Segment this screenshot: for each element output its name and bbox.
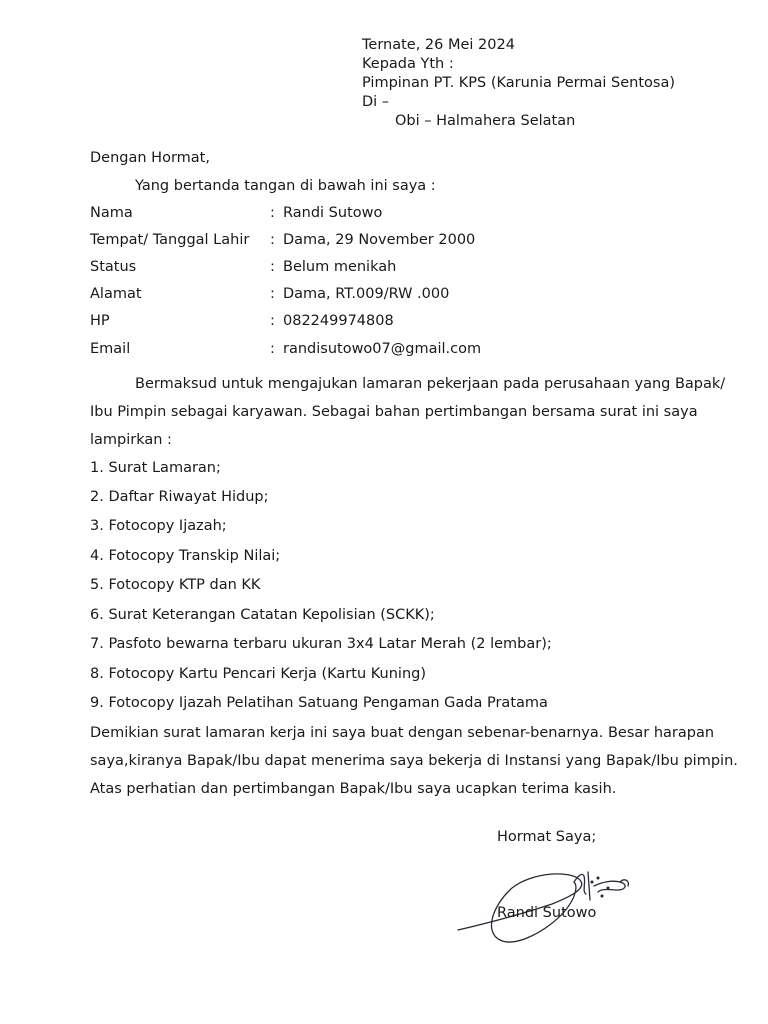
list-item: 9. Fotocopy Ijazah Pelatihan Satuang Pengaman Gada Pratama xyxy=(90,695,548,711)
field-colon: : xyxy=(270,313,275,329)
field-colon: : xyxy=(270,205,275,221)
list-item: 8. Fotocopy Kartu Pencari Kerja (Kartu Kuning) xyxy=(90,666,426,682)
closing-line-2: saya,kiranya Bapak/Ibu dapat menerima saya bekerja di Instansi yang Bapak/Ibu pimpin. xyxy=(90,753,738,769)
intro-line: Yang bertanda tangan di bawah ini saya : xyxy=(135,178,436,194)
field-label-hp: HP xyxy=(90,313,110,329)
field-value-status: Belum menikah xyxy=(283,259,397,275)
field-label-nama: Nama xyxy=(90,205,133,221)
field-label-status: Status xyxy=(90,259,137,275)
list-item: 7. Pasfoto bewarna terbaru ukuran 3x4 Latar Merah (2 lembar); xyxy=(90,636,552,652)
field-colon: : xyxy=(270,232,275,248)
body-line-3: lampirkan : xyxy=(90,432,172,448)
field-label-email: Email xyxy=(90,341,131,357)
recipient: Pimpinan PT. KPS (Karunia Permai Sentosa) xyxy=(362,75,675,91)
field-colon: : xyxy=(270,341,275,357)
signature-mark xyxy=(452,852,642,952)
greeting: Dengan Hormat, xyxy=(90,150,210,166)
body-line-2: Ibu Pimpin sebagai karyawan. Sebagai bahan pertimbangan bersama surat ini saya xyxy=(90,404,698,420)
closing-line-1: Demikian surat lamaran kerja ini saya buat dengan sebenar-benarnya. Besar harapan xyxy=(90,725,715,741)
list-item: 3. Fotocopy Ijazah; xyxy=(90,518,227,534)
field-value-email: randisutowo07@gmail.com xyxy=(283,341,482,357)
recipient-location: Obi – Halmahera Selatan xyxy=(395,113,576,129)
field-value-nama: Randi Sutowo xyxy=(283,205,383,221)
field-colon: : xyxy=(270,259,275,275)
field-label-alamat: Alamat xyxy=(90,286,142,302)
field-label-ttl: Tempat/ Tanggal Lahir xyxy=(90,232,250,248)
list-item: 5. Fotocopy KTP dan KK xyxy=(90,577,261,593)
signoff-name: Randi Sutowo xyxy=(497,905,597,921)
field-value-ttl: Dama, 29 November 2000 xyxy=(283,232,476,248)
list-item: 1. Surat Lamaran; xyxy=(90,460,221,476)
list-item: 4. Fotocopy Transkip Nilai; xyxy=(90,548,281,564)
field-value-alamat: Dama, RT.009/RW .000 xyxy=(283,286,450,302)
closing-line-3: Atas perhatian dan pertimbangan Bapak/Ibu saya ucapkan terima kasih. xyxy=(90,781,617,797)
list-item: 6. Surat Keterangan Catatan Kepolisian (SCKK); xyxy=(90,607,435,623)
di-label: Di – xyxy=(362,94,390,110)
place-date: Ternate, 26 Mei 2024 xyxy=(362,37,515,53)
field-value-hp: 082249974808 xyxy=(283,313,394,329)
body-line-1: Bermaksud untuk mengajukan lamaran pekerjaan pada perusahaan yang Bapak/ xyxy=(135,376,726,392)
recipient-intro: Kepada Yth : xyxy=(362,56,454,72)
field-colon: : xyxy=(270,286,275,302)
list-item: 2. Daftar Riwayat Hidup; xyxy=(90,489,269,505)
signoff-salutation: Hormat Saya; xyxy=(497,829,597,845)
